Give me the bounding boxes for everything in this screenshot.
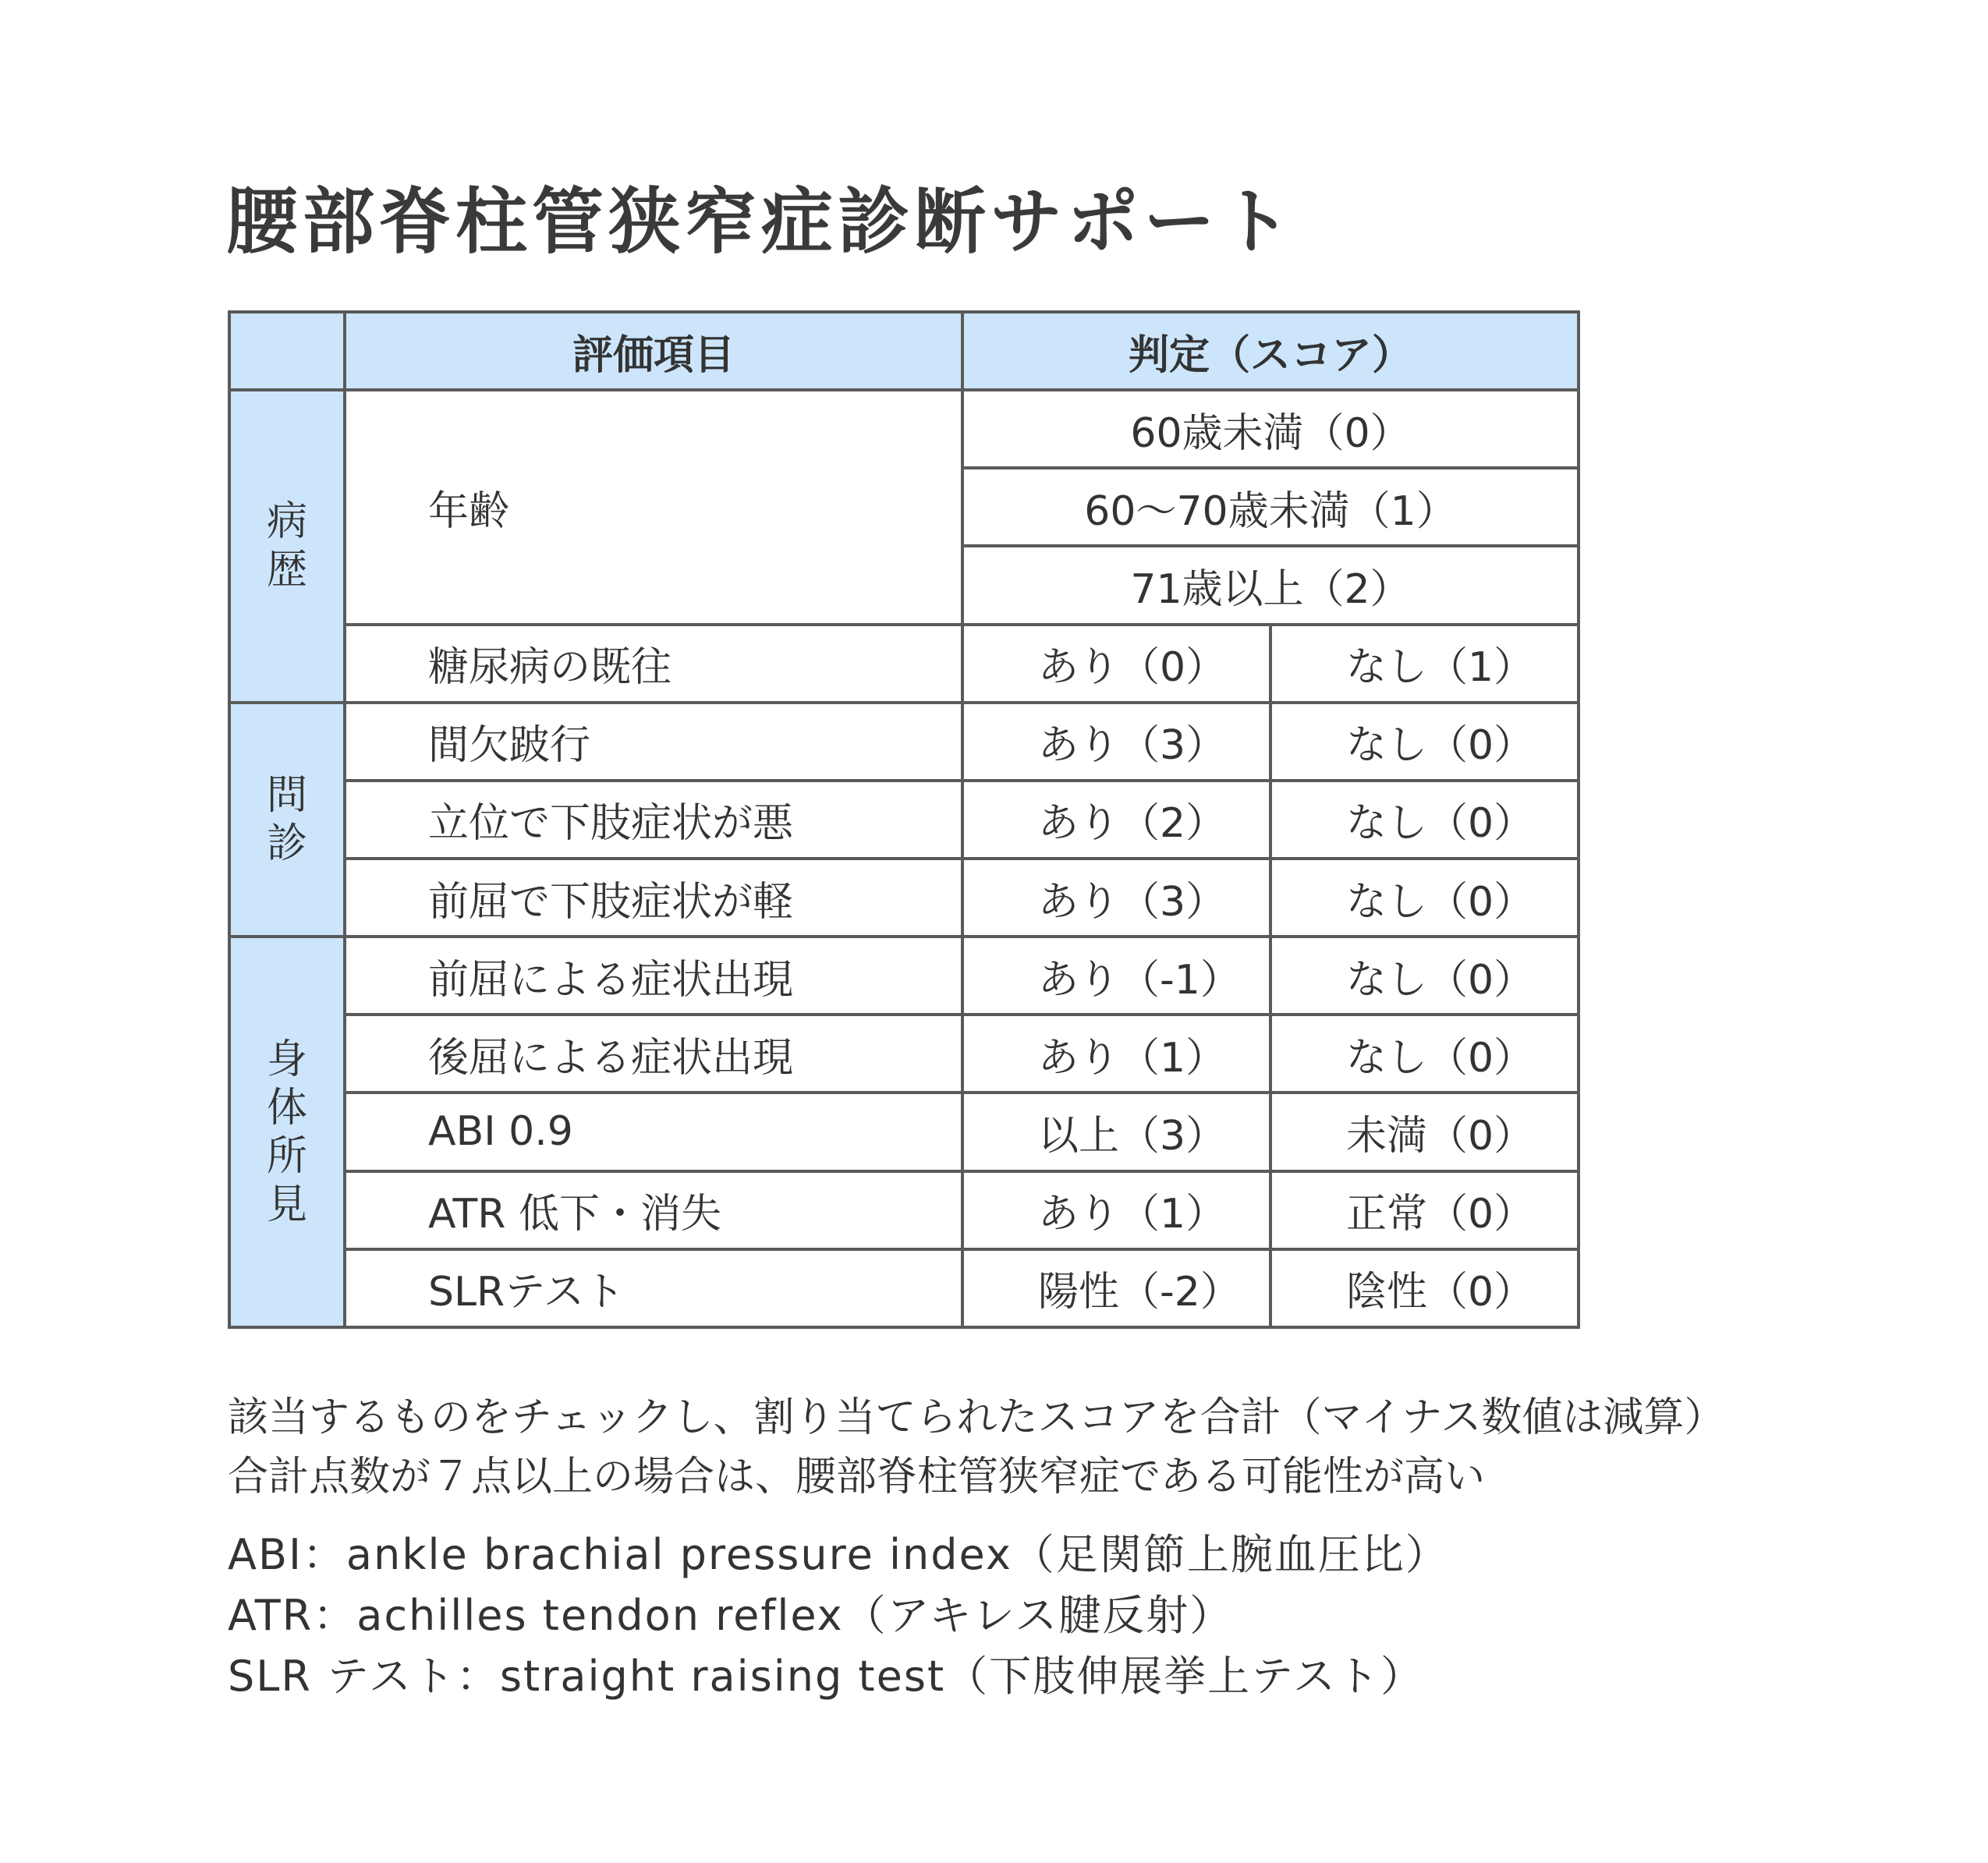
table-row: [229, 1093, 1579, 1171]
table-header-row: [229, 312, 1579, 390]
table-row: [229, 390, 1579, 468]
option-a[interactable]: あり（0）: [962, 625, 1270, 703]
category-char: 見: [266, 1181, 307, 1228]
abbreviation-line: SLR テスト：straight raising test（下肢伸展挙上テスト）: [228, 1652, 1424, 1701]
option-a[interactable]: あり（3）: [962, 859, 1270, 937]
category-char: 問: [266, 771, 307, 819]
option-b[interactable]: なし（0）: [1270, 703, 1579, 781]
category-interview: [229, 703, 345, 937]
table-row: [229, 625, 1579, 703]
option-b[interactable]: なし（0）: [1270, 859, 1579, 937]
abbreviation-line: ATR：achilles tendon reflex（アキレス腱反射）: [228, 1591, 1234, 1640]
age-option[interactable]: 71歳以上（2）: [962, 546, 1579, 624]
row-label: ATR 低下・消失: [345, 1171, 962, 1249]
header-judgement: 判定（スコア）: [962, 312, 1579, 390]
option-b[interactable]: なし（0）: [1270, 781, 1579, 859]
category-physical: [229, 937, 345, 1327]
table-row: [229, 703, 1579, 781]
option-b[interactable]: 陰性（0）: [1270, 1249, 1579, 1327]
category-char: 歴: [266, 547, 307, 594]
category-char: 診: [266, 820, 307, 867]
age-option[interactable]: 60～70歳未満（1）: [962, 468, 1579, 546]
instruction-line: 合計点数が７点以上の場合は、腰部脊柱管狭窄症である可能性が高い: [228, 1454, 1486, 1500]
category-char: 体: [266, 1084, 307, 1132]
option-a[interactable]: あり（2）: [962, 781, 1270, 859]
row-label: 前屈で下肢症状が軽: [345, 859, 962, 937]
option-a[interactable]: 陽性（-2）: [962, 1249, 1270, 1327]
row-label-age: 年齢: [345, 390, 962, 624]
row-label: 前屈による症状出現: [345, 937, 962, 1015]
row-label: 立位で下肢症状が悪: [345, 781, 962, 859]
option-a[interactable]: あり（1）: [962, 1015, 1270, 1093]
header-corner-cell: [229, 312, 345, 390]
option-b[interactable]: なし（0）: [1270, 937, 1579, 1015]
instructions: [228, 1388, 1724, 1507]
table-row: [229, 1249, 1579, 1327]
row-label: ABI 0.9: [345, 1093, 962, 1171]
row-label: 間欠跛行: [345, 703, 962, 781]
score-table: [228, 310, 1580, 1329]
option-a[interactable]: 以上（3）: [962, 1093, 1270, 1171]
option-b[interactable]: 未満（0）: [1270, 1093, 1579, 1171]
option-b[interactable]: なし（0）: [1270, 1015, 1579, 1093]
category-char: 身: [266, 1036, 307, 1083]
instruction-line: 該当するものをチェックし、割り当てられたスコアを合計（マイナス数値は減算）: [228, 1394, 1725, 1441]
option-a[interactable]: あり（1）: [962, 1171, 1270, 1249]
row-label: SLRテスト: [345, 1249, 962, 1327]
page-title: 腰部脊柱管狭窄症診断サポート: [226, 180, 1297, 264]
option-b[interactable]: なし（1）: [1270, 625, 1579, 703]
age-option[interactable]: 60歳未満（0）: [962, 390, 1579, 468]
table-row: [229, 781, 1579, 859]
category-history: [229, 390, 345, 703]
table-row: [229, 859, 1579, 937]
row-label: 後屈による症状出現: [345, 1015, 962, 1093]
category-char: 所: [266, 1132, 307, 1180]
option-a[interactable]: あり（-1）: [962, 937, 1270, 1015]
option-a[interactable]: あり（3）: [962, 703, 1270, 781]
table-row: [229, 1171, 1579, 1249]
table-row: [229, 937, 1579, 1015]
abbreviation-list: [228, 1525, 1449, 1707]
option-b[interactable]: 正常（0）: [1270, 1171, 1579, 1249]
abbreviation-line: ABI：ankle brachial pressure index（足関節上腕血圧比）: [228, 1530, 1449, 1579]
header-item: 評価項目: [345, 312, 962, 390]
table-row: [229, 1015, 1579, 1093]
row-label: 糖尿病の既往: [345, 625, 962, 703]
category-char: 病: [266, 498, 307, 546]
